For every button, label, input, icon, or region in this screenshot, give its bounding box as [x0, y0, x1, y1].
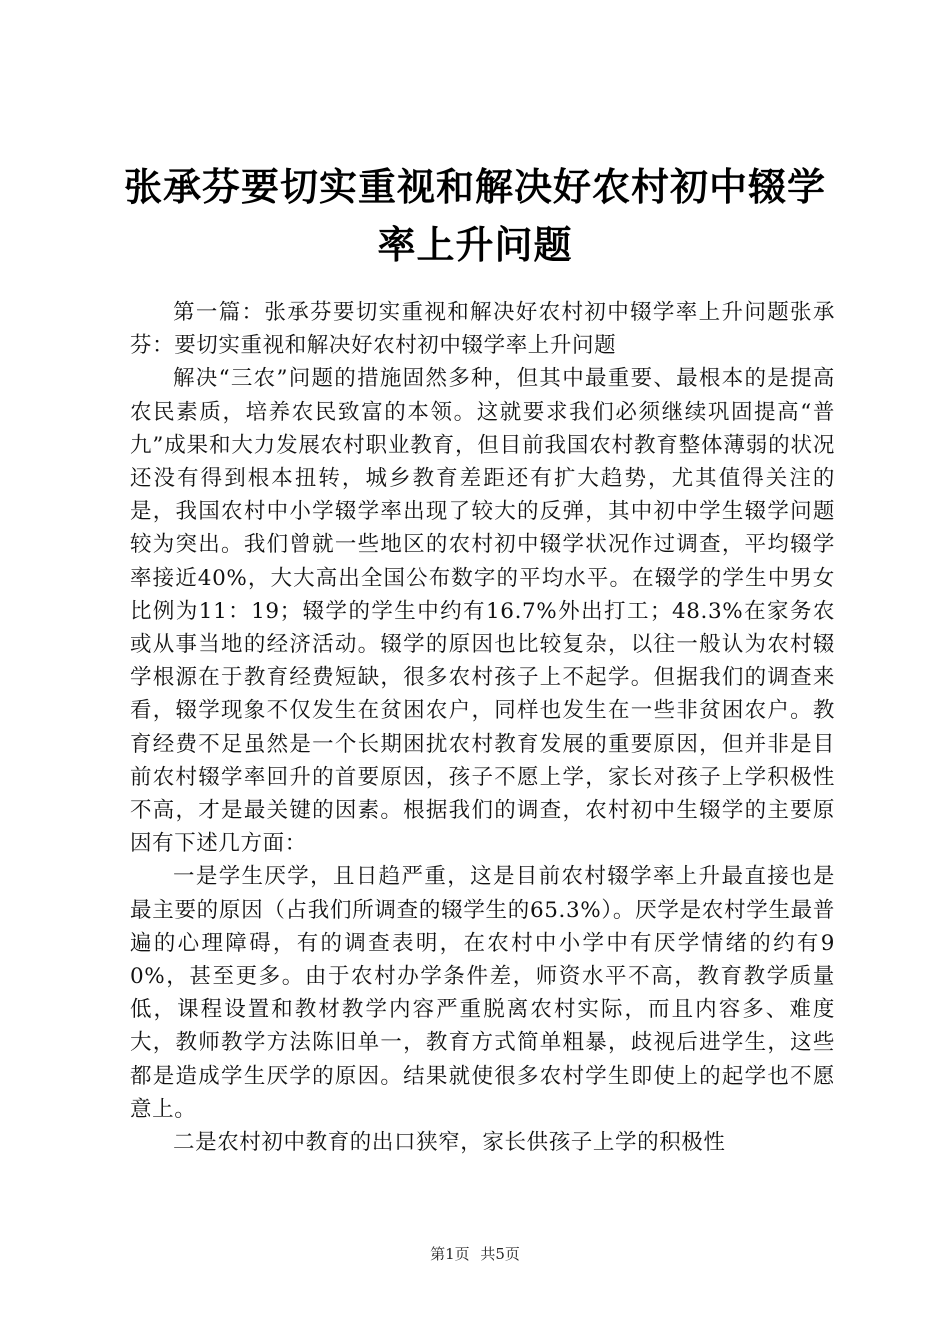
paragraph-reason-two: 二是农村初中教育的出口狭窄，家长供孩子上学的积极性: [173, 1130, 726, 1156]
document-title: 张承芬要切实重视和解决好农村初中辍学率上升问题: [123, 164, 826, 267]
document-body: [130, 296, 835, 1159]
paragraph-background: 解决“三农”问题的措施固然多种，但其中最重要、最根本的是提高农民素质，培养农民致富的本领。这就要求我们必须继续巩固提高“普九”成果和大力发展农村职业教育，但目前我国农村教育整体薄弱的状况还没有得到根本扭转，城乡教育差距还有扩大趋势，尤其值得关注的是，我国农村中小学辍学率出现了较大的反弹，其中初中学生辍学问题较为突出。我们曾就一些地区的农村初中辍学状况作过调查，平均辍学率接近40%，大大高出全国公布数字的平均水平。在辍学的学生中男女比例为11：19；辍学的学生中约有16.7%外出打工；48.3%在家务农或从事当地的经济活动。辍学的原因也比较复杂，以往一般认为农村辍学根源在于教育经费短缺，很多农村孩子上不起学。但据我们的调查来看，辍学现象不仅发生在贫困农户，同样也发生在一些非贫困农户。教育经费不足虽然是一个长期困扰农村教育发展的重要原因，但并非是目前农村辍学率回升的首要原因，孩子不愿上学，家长对孩子上学积极性不高，才是最关键的因素。根据我们的调查，农村初中生辍学的主要原因有下述几方面：: [130, 366, 835, 857]
paragraph-reason-one: 一是学生厌学，且日趋严重，这是目前农村辍学率上升最直接也是最主要的原因（占我们所调查的辍学生的65.3%）。厌学是农村学生最普遍的心理障碍，有的调查表明，在农村中小学中有厌学情绪的约有90%，甚至更多。由于农村办学条件差，师资水平不高，教育教学质量低，课程设置和教材教学内容严重脱离农村实际，而且内容多、难度大，教师教学方法陈旧单一，教育方式简单粗暴，歧视后进学生，这些都是造成学生厌学的原因。结果就使很多农村学生即使上的起学也不愿意上。: [130, 864, 835, 1122]
page-number: 第1页: [430, 1245, 470, 1263]
paragraph-intro: 第一篇：张承芬要切实重视和解决好农村初中辍学率上升问题张承芬：要切实重视和解决好农村初中辍学率上升问题: [130, 300, 835, 359]
page-total: 共5页: [480, 1245, 520, 1263]
page-footer: [0, 1244, 950, 1264]
